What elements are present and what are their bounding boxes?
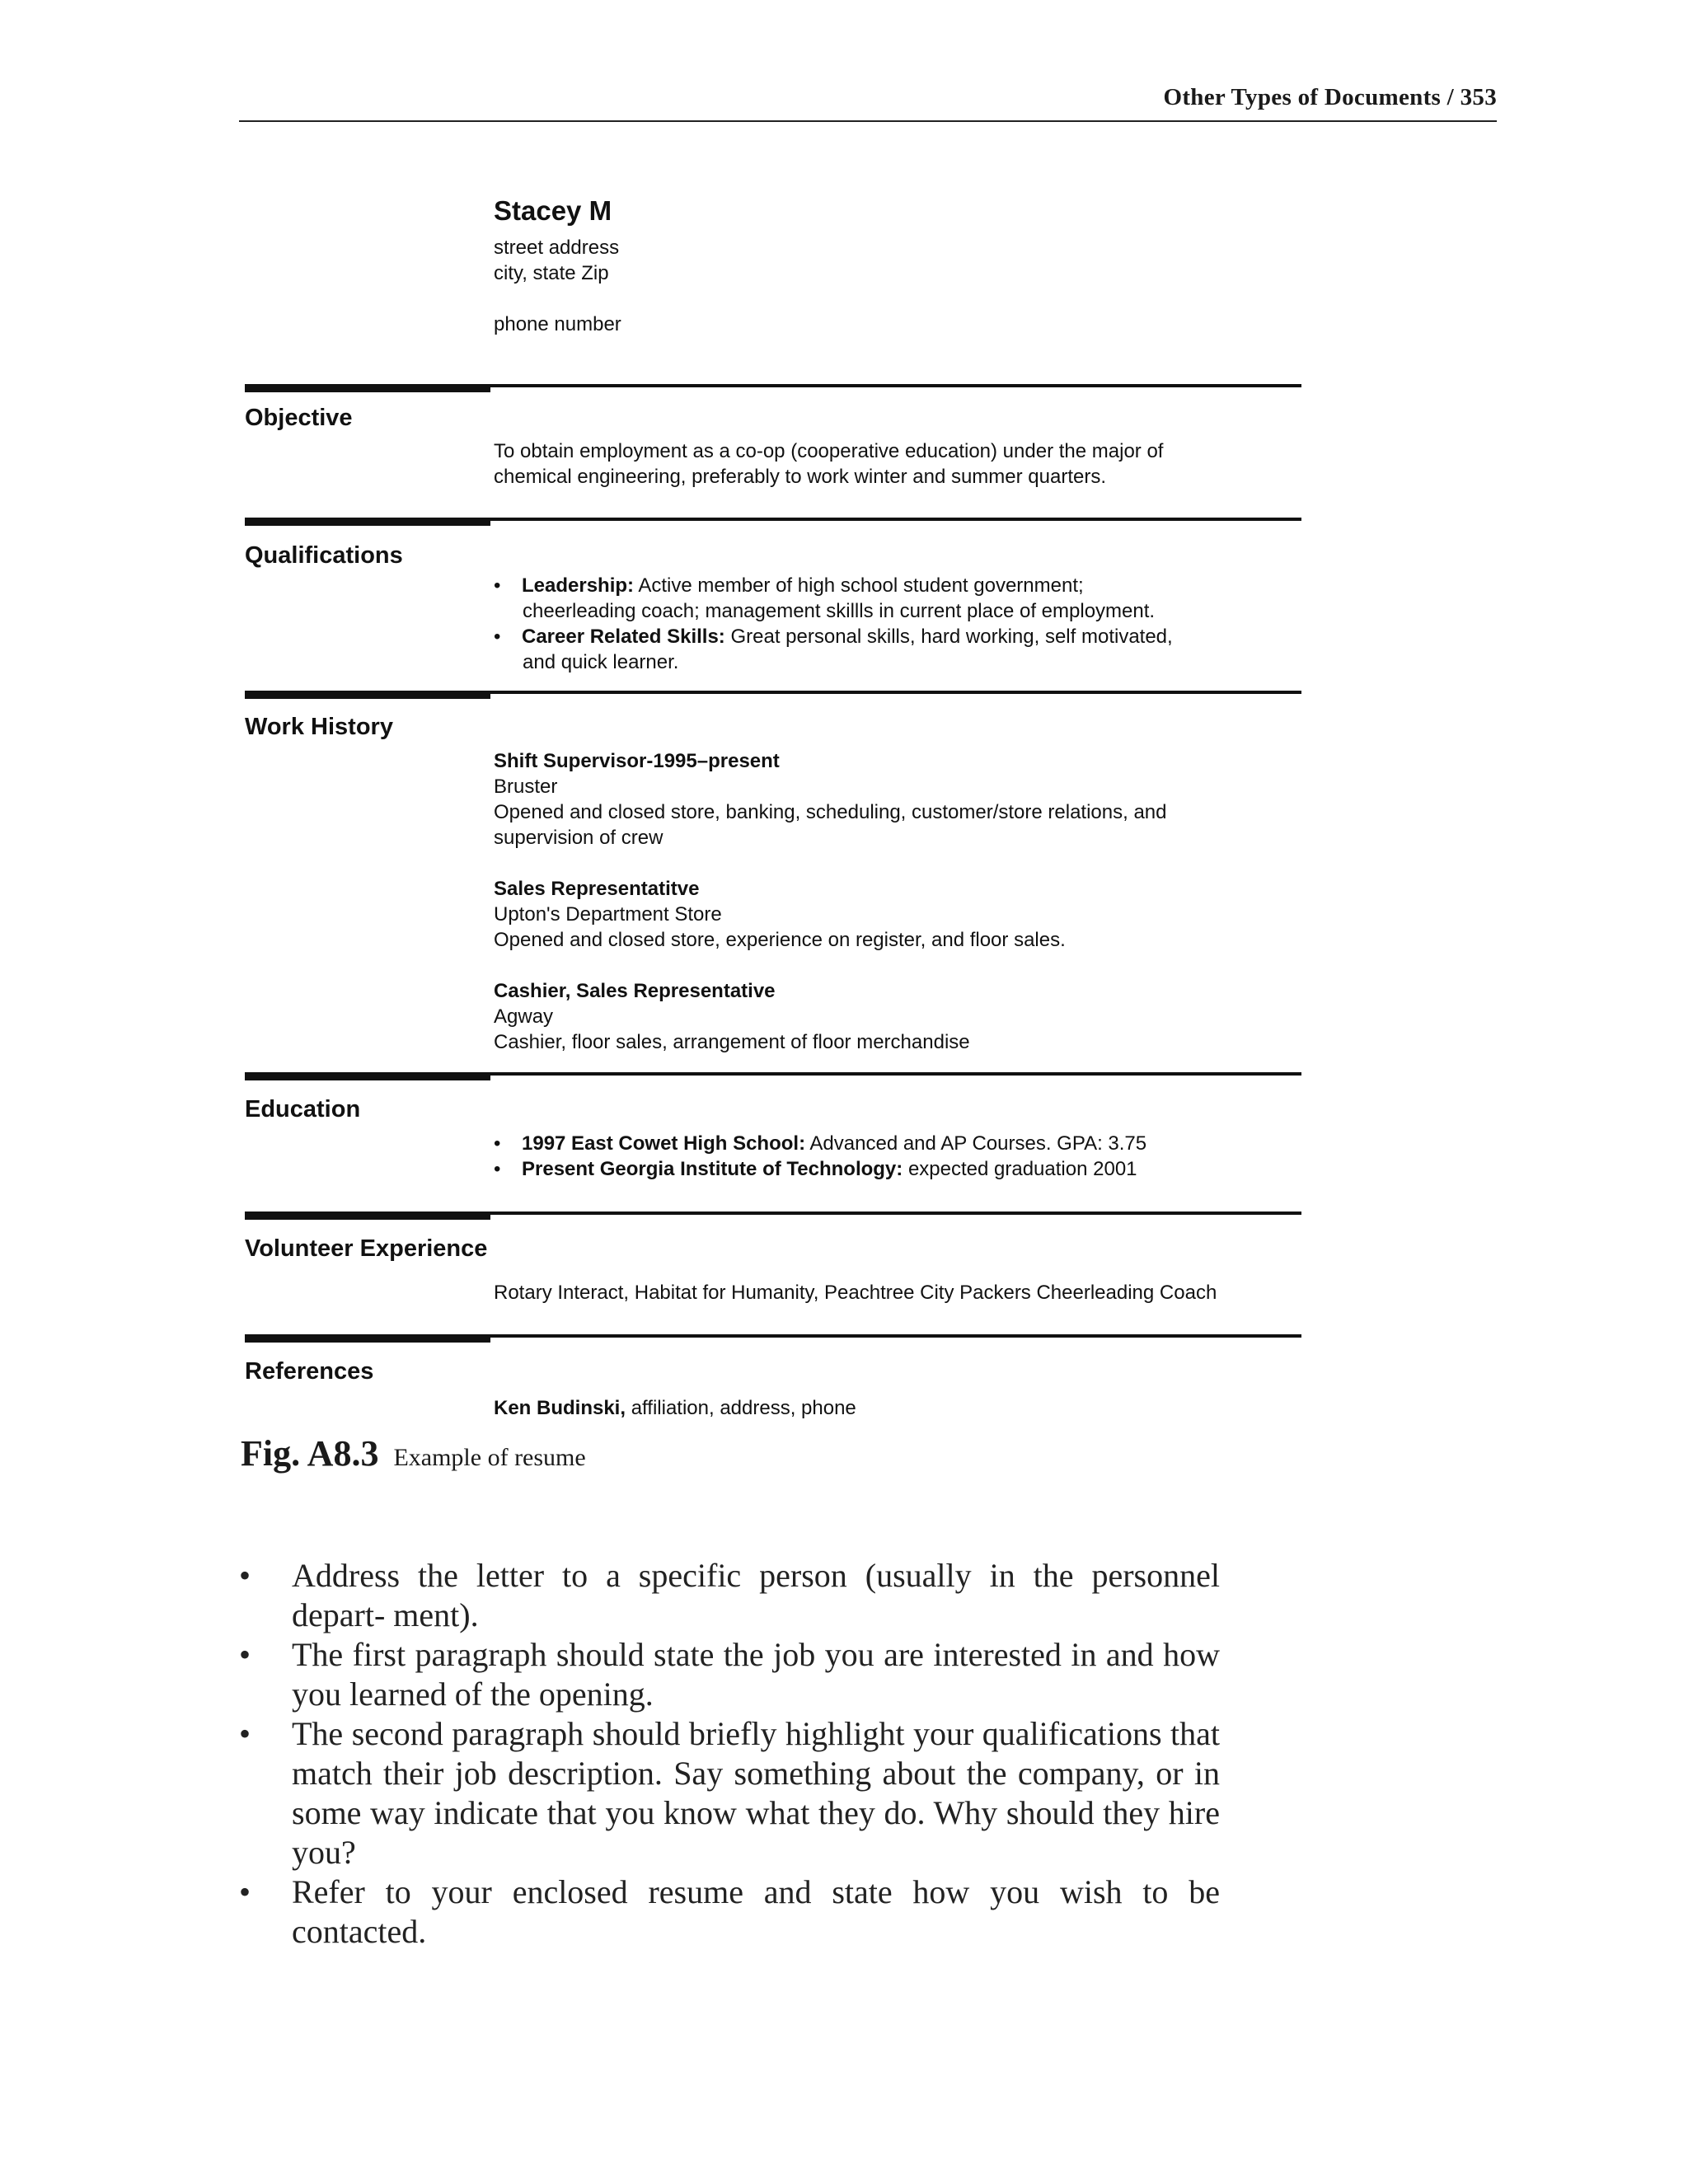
tip-text: Refer to your enclosed resume and state how you wish to be contacted. — [292, 1873, 1220, 1950]
tip-text: The first paragraph should state the job you are interested in and how you learned of the opening. — [292, 1636, 1220, 1713]
reference-text: affiliation, address, phone — [626, 1397, 856, 1419]
qualification-item — [494, 574, 1084, 598]
section-rule — [245, 1072, 1301, 1076]
job-employer: Upton's Department Store — [494, 903, 722, 926]
section-rule — [245, 384, 1301, 387]
qualification-continuation: and quick learner. — [523, 651, 679, 673]
phone-line: phone number — [494, 313, 621, 335]
job-title: Shift Supervisor-1995–present — [494, 750, 780, 772]
qualification-text: Active member of high school student government; — [634, 574, 1084, 597]
qualification-text: Great personal skills, hard working, self motivated, — [724, 626, 1173, 648]
education-item — [494, 1158, 1137, 1181]
qualification-label: Leadership: — [522, 574, 635, 597]
bullet-icon: • — [494, 1158, 501, 1180]
section-rule — [245, 1334, 1301, 1338]
section-rule — [245, 1212, 1301, 1215]
running-header — [239, 81, 1497, 122]
bullet-icon: • — [239, 1715, 251, 1752]
section-rule — [245, 691, 1301, 694]
bullet-icon: • — [239, 1557, 251, 1594]
education-heading: Education — [245, 1096, 361, 1122]
bullet-icon: • — [494, 574, 501, 597]
tip-text: Address the letter to a specific person (usually in the personnel depart- ment). — [292, 1557, 1220, 1633]
objective-line-1: To obtain employment as a co-op (cooperative education) under the major of — [494, 440, 1164, 462]
qualifications-heading: Qualifications — [245, 542, 403, 569]
running-header-text: Other Types of Documents / 353 — [1163, 84, 1497, 110]
education-label: Present Georgia Institute of Technology: — [522, 1158, 903, 1180]
cover-letter-tips — [239, 1556, 1220, 1952]
reference-line — [494, 1397, 856, 1420]
job-description: Cashier, floor sales, arrangement of floor merchandise — [494, 1031, 970, 1053]
figure-caption — [241, 1432, 586, 1474]
job-employer: Agway — [494, 1005, 554, 1028]
job-description: supervision of crew — [494, 827, 663, 849]
references-heading: References — [245, 1358, 374, 1385]
job-description: Opened and closed store, banking, scheduling, customer/store relations, and — [494, 801, 1167, 823]
tip-item — [239, 1872, 1220, 1952]
education-text: expected graduation 2001 — [903, 1158, 1137, 1180]
education-item — [494, 1132, 1146, 1155]
job-employer: Bruster — [494, 776, 558, 798]
qualification-item — [494, 626, 1173, 649]
job-description: Opened and closed store, experience on register, and floor sales. — [494, 929, 1066, 951]
volunteer-heading: Volunteer Experience — [245, 1235, 488, 1262]
education-text: Advanced and AP Courses. GPA: 3.75 — [805, 1132, 1147, 1155]
education-label: 1997 East Cowet High School: — [522, 1132, 806, 1155]
job-title: Sales Representatitve — [494, 878, 700, 900]
tip-item — [239, 1556, 1220, 1635]
address-line-2: city, state Zip — [494, 262, 609, 284]
work-history-heading: Work History — [245, 714, 393, 740]
objective-heading: Objective — [245, 405, 353, 431]
figure-caption-text: Example of resume — [393, 1444, 586, 1471]
objective-line-2: chemical engineering, preferably to work winter and summer quarters. — [494, 466, 1107, 488]
volunteer-text: Rotary Interact, Habitat for Humanity, Peachtree City Packers Cheerleading Coach — [494, 1282, 1217, 1304]
tip-text: The second paragraph should briefly highlight your qualifications that match their job description. Say something about the company, or in some way indicate that you know what they do. Why should they hire you? — [292, 1715, 1220, 1871]
bullet-icon: • — [494, 1132, 501, 1155]
bullet-icon: • — [239, 1873, 251, 1910]
job-title: Cashier, Sales Representative — [494, 980, 776, 1002]
tip-item — [239, 1714, 1220, 1872]
figure-label: Fig. A8.3 — [241, 1433, 379, 1474]
bullet-icon: • — [494, 626, 501, 648]
section-rule — [245, 518, 1301, 521]
qualification-label: Career Related Skills: — [522, 626, 725, 648]
tip-item — [239, 1635, 1220, 1714]
qualification-continuation: cheerleading coach; management skillls in current place of employment. — [523, 600, 1156, 622]
address-line-1: street address — [494, 237, 620, 259]
bullet-icon: • — [239, 1636, 251, 1673]
resume-name: Stacey M — [494, 195, 612, 226]
reference-name: Ken Budinski, — [494, 1397, 626, 1419]
